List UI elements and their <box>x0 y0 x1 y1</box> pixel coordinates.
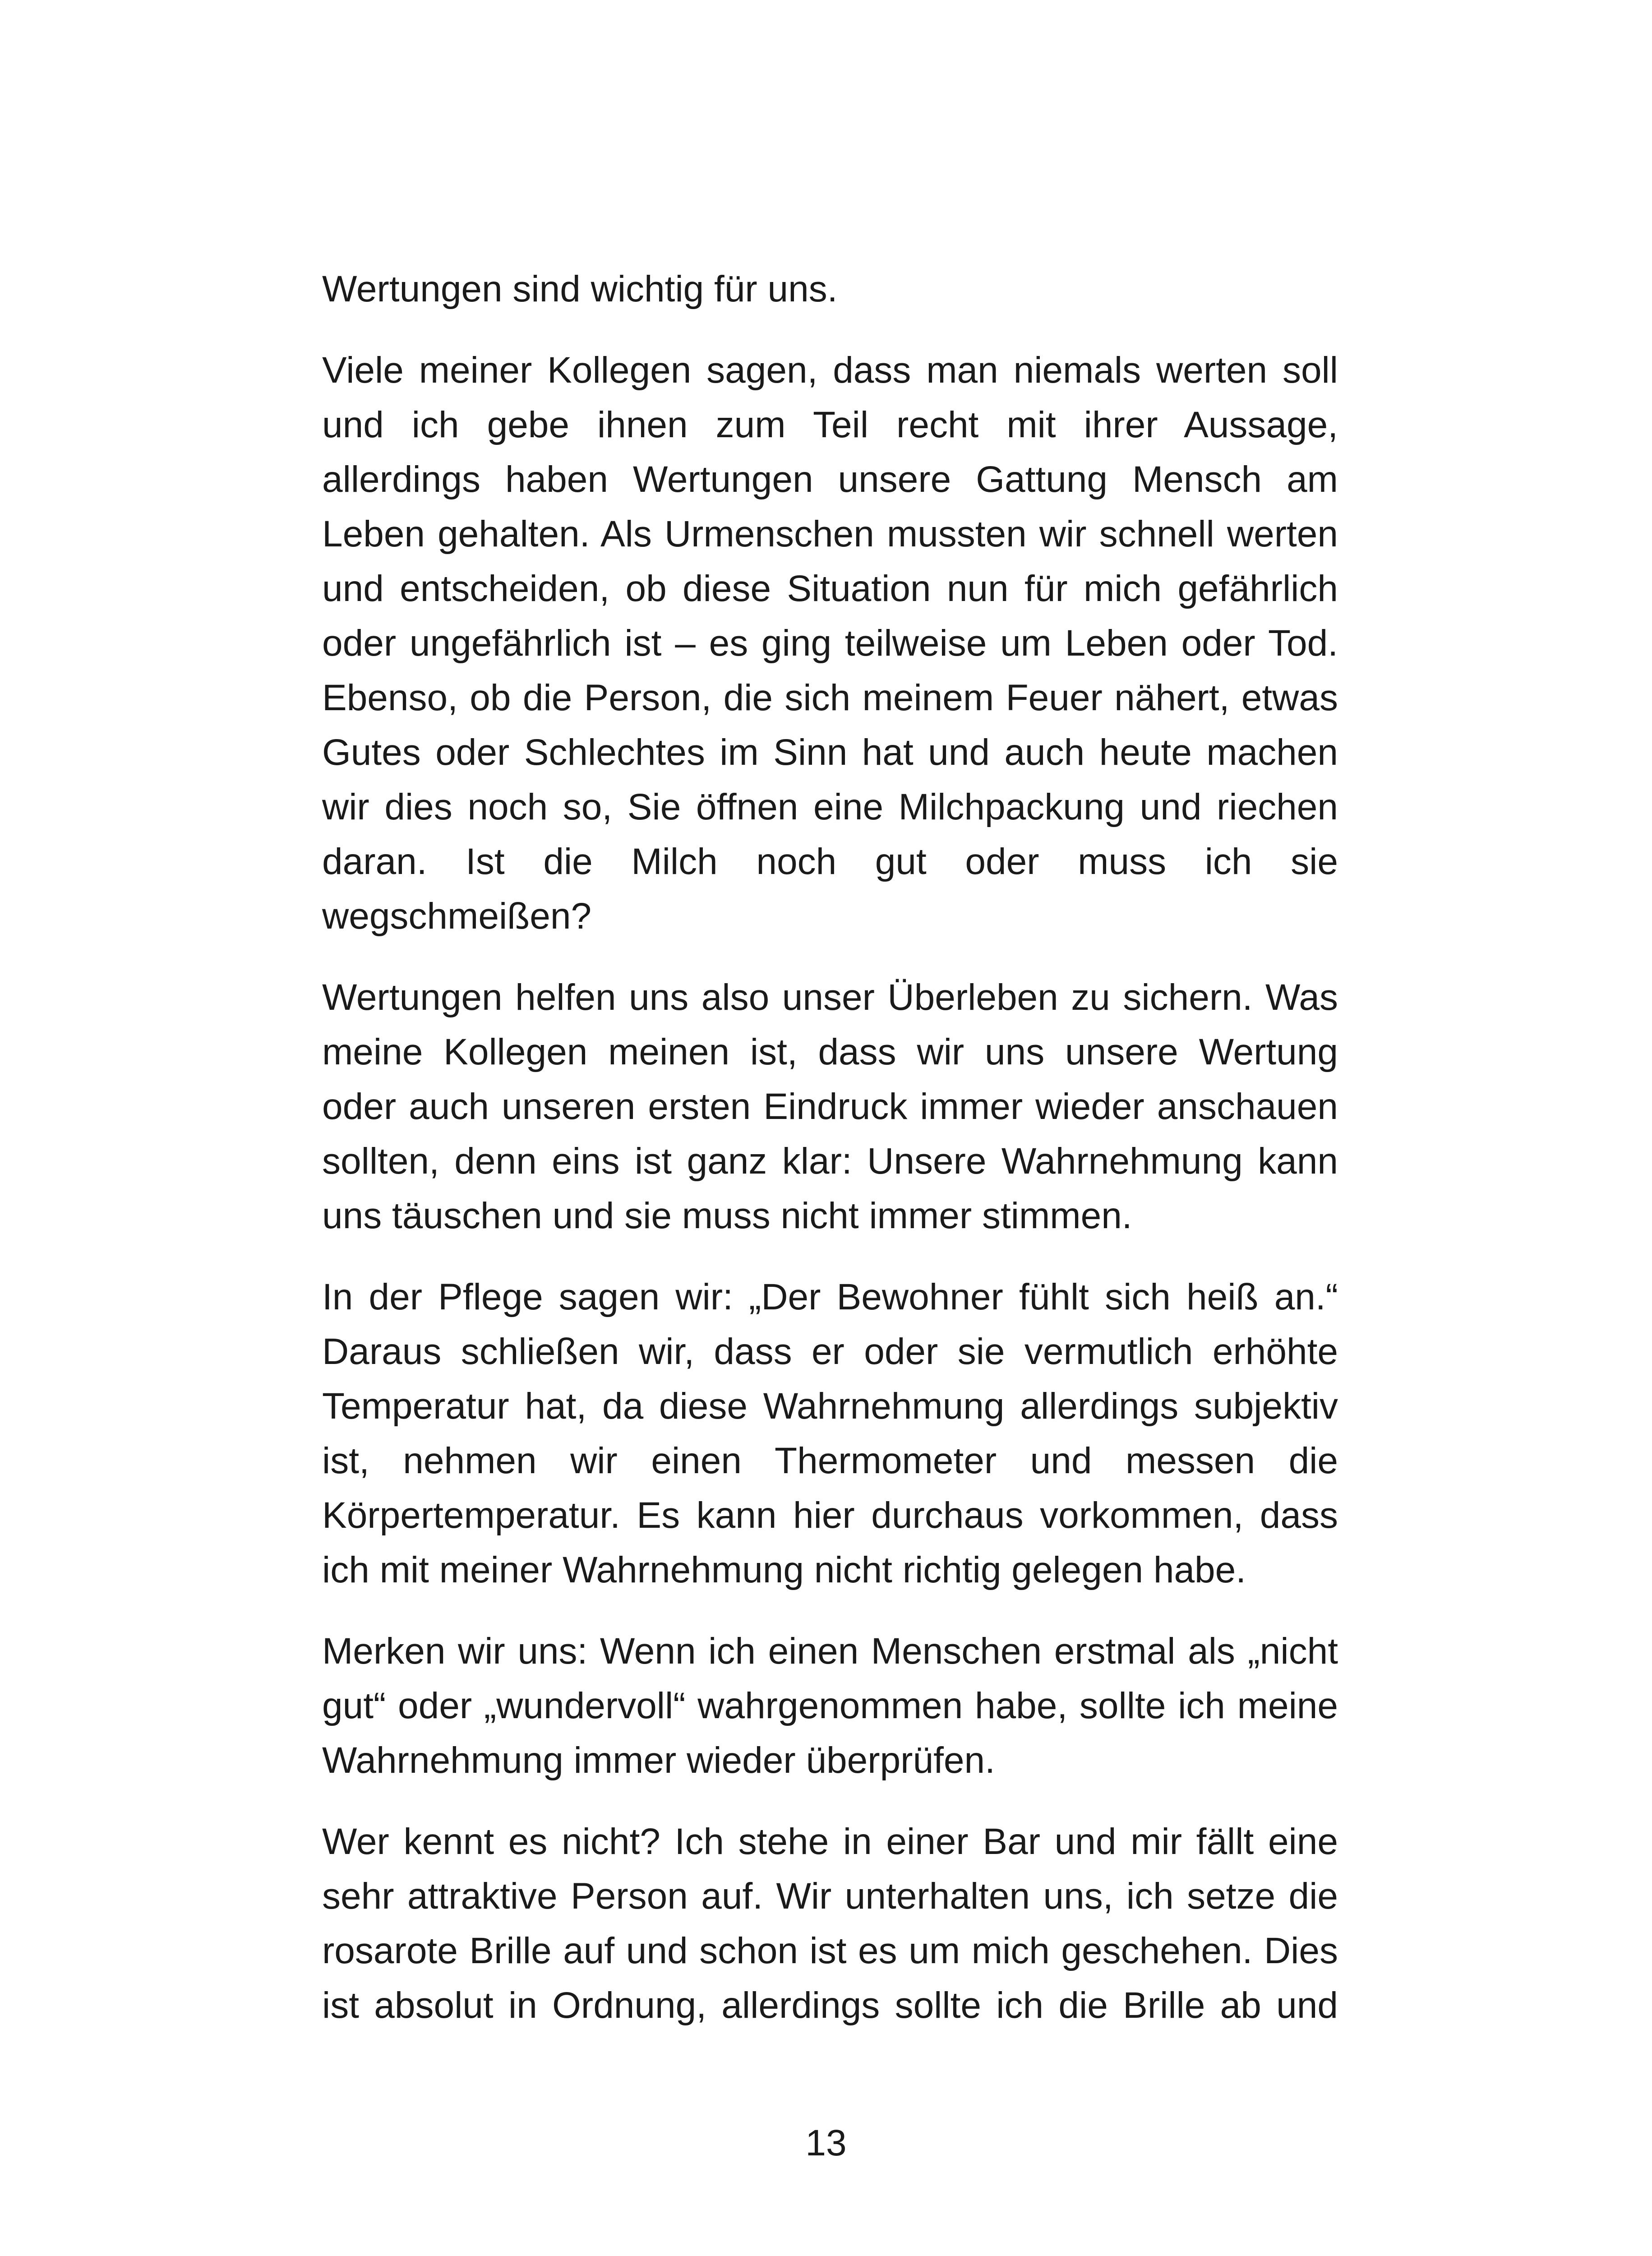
paragraph: Wertungen sind wichtig für uns. <box>322 268 838 310</box>
paragraph: Viele meiner Kollegen sagen, dass man niemals werten soll und ich gebe ihnen zum Teil recht mit ihrer Aussage, allerdings haben Wertungen unsere Gattung Mensch am Leben gehalten. Als Urmenschen mussten wir schnell werten und entscheiden, ob diese Situation nun für mich gefährlich oder ungefährlich ist – es ging teilweise um Leben oder Tod. Ebenso, ob die Person, die sich meinem Feuer nähert, etwas Gutes oder Schlechtes im Sinn hat und auch heute machen wir dies noch so, Sie öffnen eine Milchpackung und riechen daran. Ist die Milch noch gut oder muss ich sie wegschmeißen? <box>322 350 1338 937</box>
body-text <box>322 262 1338 2059</box>
paragraph: Wer kennt es nicht? Ich stehe in einer Bar und mir fällt eine sehr attraktive Person auf. Wir unterhalten uns, ich setze die rosarote Brille auf und schon ist es um mich geschehen. Dies ist absolut in Ordnung, allerdings sollte ich die Brille ab und <box>322 1821 1338 2026</box>
paragraph: Merken wir uns: Wenn ich einen Menschen erstmal als „nicht gut“ oder „wundervoll“ wahrgenommen habe, sollte ich meine Wahrnehmung immer wieder überprüfen. <box>322 1631 1338 1781</box>
page-number: 13 <box>805 2122 847 2164</box>
paragraph: Wertungen helfen uns also unser Überleben zu sichern. Was meine Kollegen meinen ist, dass wir uns unsere Wertung oder auch unseren ersten Eindruck immer wieder anschauen sollten, denn eins ist ganz klar: Unsere Wahrnehmung kann uns täuschen und sie muss nicht immer stimmen. <box>322 977 1338 1236</box>
paragraph: In der Pflege sagen wir: „Der Bewohner fühlt sich heiß an.“ Daraus schließen wir, dass er oder sie vermutlich erhöhte Temperatur hat, da diese Wahrnehmung allerdings subjektiv ist, nehmen wir einen Thermometer und messen die Körpertemperatur. Es kann hier durchaus vorkommen, dass ich mit meiner Wahrnehmung nicht richtig gelegen habe. <box>322 1276 1338 1590</box>
